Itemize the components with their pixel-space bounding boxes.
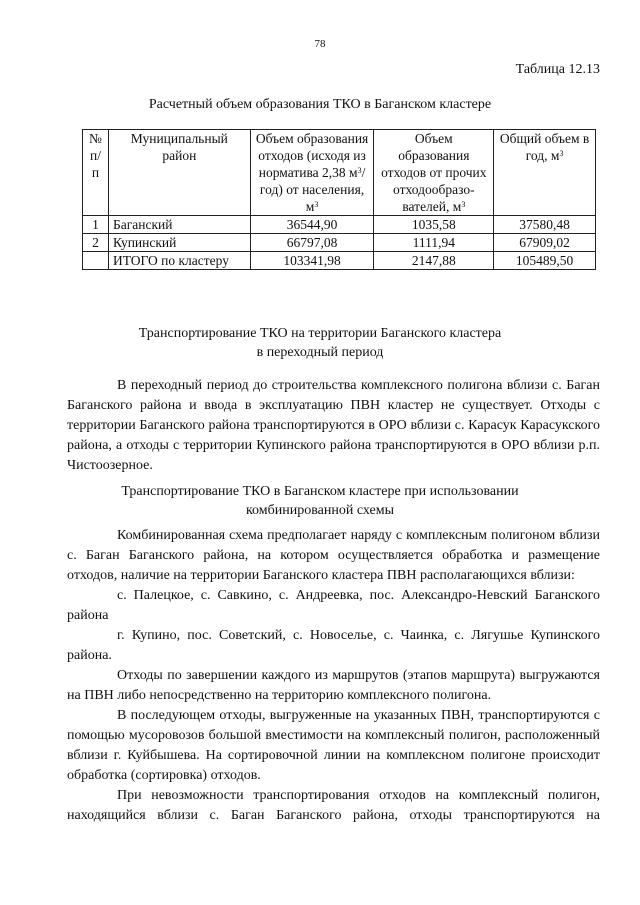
section1-body <box>67 376 600 476</box>
cell-other: 2147,88 <box>374 252 494 270</box>
cell-other: 1035,58 <box>374 216 494 234</box>
paragraph: Отходы по завершении каждого из маршрутов (этапов маршрута) выгружаются на ПВН либо непосредственно на территорию комплексного полигона. <box>67 668 600 703</box>
table-title: Расчетный объем образования ТКО в Баганском кластере <box>148 97 492 112</box>
page-number: 78 <box>314 38 326 50</box>
section2-heading: Транспортирование ТКО в Баганском кластере при использовании комбинированной схемы <box>121 484 519 518</box>
cell-district: ИТОГО по кластеру <box>108 252 250 270</box>
header-num: № п/п <box>83 130 109 216</box>
cell-total: 105489,50 <box>494 252 596 270</box>
header-district: Муниципальный район <box>108 130 250 216</box>
cell-pop: 66797,08 <box>250 234 374 252</box>
paragraph: В последующем отходы, выгруженные на указанных ПВН, транспортируются с помощью мусоровозов большой вместимости на комплексный полигон, расположенный вблизи г. Куйбышева. На сортировочной линии на комплексном полигоне происходит обработка (сортировка) отходов. <box>67 708 600 783</box>
cell-num: 2 <box>83 234 109 252</box>
section1-heading: Транспортирование ТКО на территории Баганского кластера в переходный период <box>138 326 502 360</box>
cell-other: 1111,94 <box>374 234 494 252</box>
table-total-row <box>83 252 596 270</box>
cell-district: Купинский <box>108 234 250 252</box>
paragraph: Комбинированная схема предполагает наряду с комплексным полигоном вблизи с. Баган Баганского района, на котором осуществляется обработка и размещение отходов, наличие на территории Баганского кластера ПВН располагающихся вблизи: <box>67 528 600 583</box>
waste-volume-table <box>82 129 596 270</box>
cell-num <box>83 252 109 270</box>
table-label: Таблица 12.13 <box>515 62 600 77</box>
cell-total: 37580,48 <box>494 216 596 234</box>
table-header-row <box>83 130 596 216</box>
paragraph: В переходный период до строительства комплексного полигона вблизи с. Баган Баганского района и ввода в эксплуатацию ПВН кластер не существует. Отходы с территории Баганского района транспортируются в ОРО вблизи с. Карасук Карасукского района, а отходы с территории Купинского района транспортируются в ОРО вблизи р.п. Чистоозерное. <box>67 378 600 473</box>
header-total: Общий объем в год, $м^3$ <box>494 130 596 216</box>
header-volume-other: Объем образования отходов от прочих отходообразо-вателей, $м^3$ <box>374 130 494 216</box>
cell-num: 1 <box>83 216 109 234</box>
cell-pop: 36544,90 <box>250 216 374 234</box>
cell-district: Баганский <box>108 216 250 234</box>
table-row <box>83 216 596 234</box>
paragraph: г. Купино, пос. Советский, с. Новоселье, с. Чаинка, с. Лягушье Купинского района. <box>67 628 600 663</box>
cell-pop: 103341,98 <box>250 252 374 270</box>
cell-total: 67909,02 <box>494 234 596 252</box>
section2-body <box>67 526 600 826</box>
table-row <box>83 234 596 252</box>
paragraph: При невозможности транспортирования отходов на комплексный полигон, находящийся вблизи с. Баган Баганского района, отходы транспортируются на <box>67 788 600 823</box>
paragraph: с. Палецкое, с. Савкино, с. Андреевка, пос. Александро-Невский Баганского района <box>67 588 600 623</box>
header-volume-population: Объем образования отходов (исходя из норматива 2,38 $м^3/год$) от населения, $м^3$ <box>250 130 374 216</box>
